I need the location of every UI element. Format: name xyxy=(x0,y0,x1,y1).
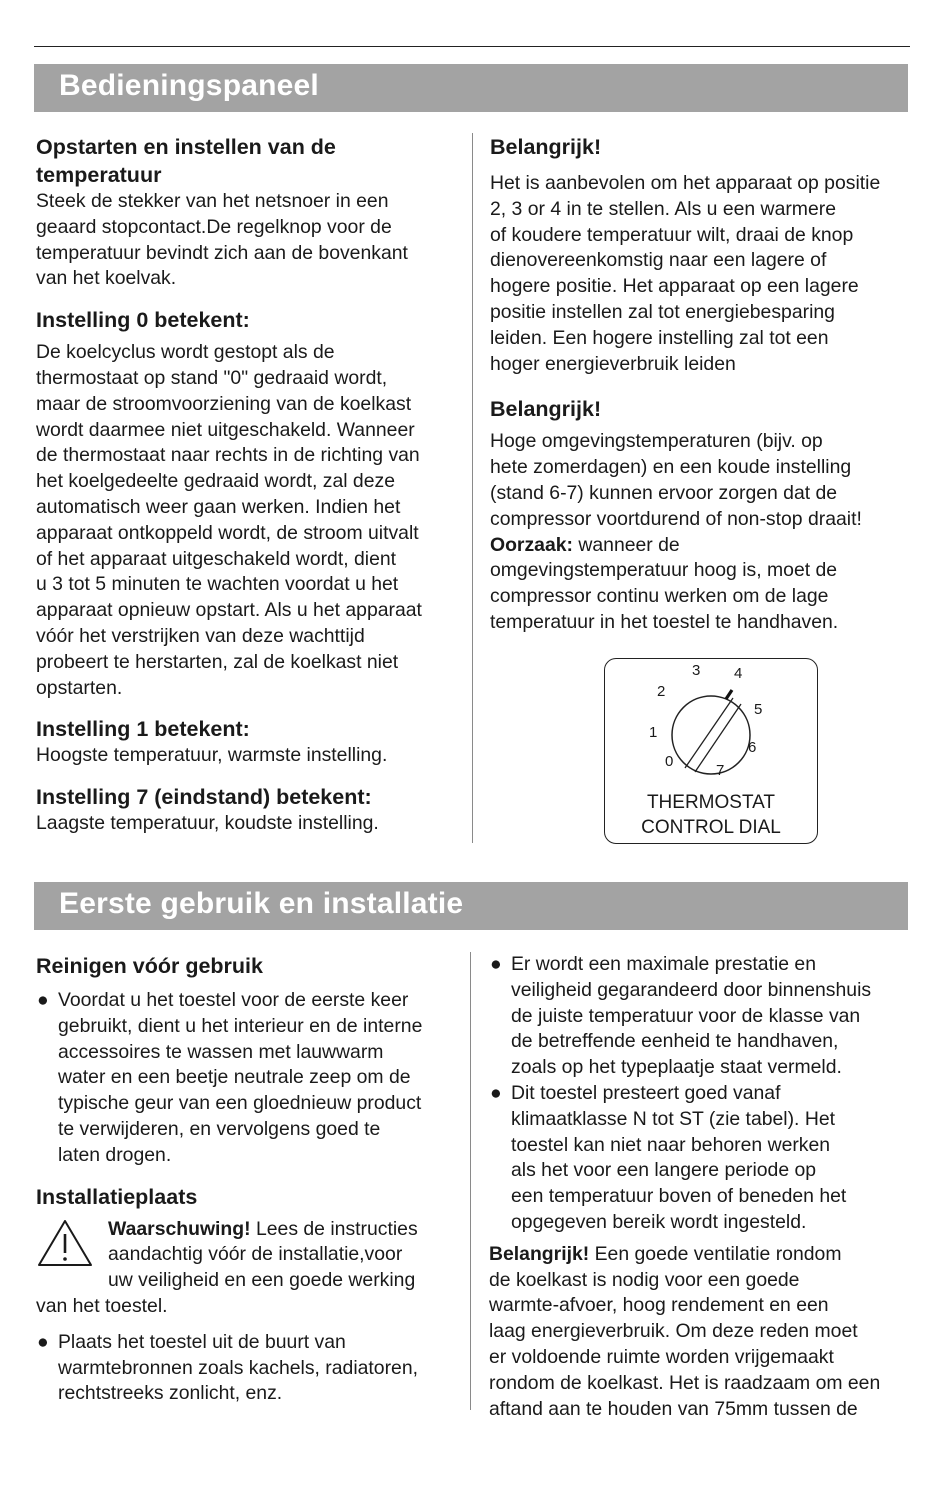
text-line: wordt daarmee niet uitgeschakeld. Wanneer xyxy=(36,418,415,441)
text-line: temperatuur bevindt zich aan de bovenkant xyxy=(36,241,408,264)
heading-line: temperatuur xyxy=(36,163,162,187)
warning-last-line: van het toestel. xyxy=(36,1294,168,1317)
text-line: water en een beetje neutrale zeep om de xyxy=(58,1066,411,1089)
bullet-icon: ● xyxy=(37,989,49,1011)
paragraph-setting-7: Laagste temperatuur, koudste instelling. xyxy=(36,812,379,835)
bullet-clean xyxy=(36,988,461,1169)
text-line: Hoge omgevingstemperaturen (bijv. op xyxy=(490,430,823,453)
paragraph-important-2 xyxy=(490,429,915,635)
text-line: hogere positie. Het apparaat op een lagere xyxy=(490,275,859,298)
text-line: het koelgedeelte gedraaid wordt, zal deze xyxy=(36,470,395,493)
text-line: Lees de instructies xyxy=(250,1217,418,1240)
text-line: of het apparaat uitgeschakeld wordt, dient xyxy=(36,547,397,570)
heading-setting-7: Instelling 7 (eindstand) betekent: xyxy=(36,785,372,810)
text-line: hoger energieverbruik leiden xyxy=(490,352,736,375)
paragraph-start xyxy=(36,189,461,292)
text-line: compressor voortdurend of non-stop draait! xyxy=(490,507,862,530)
top-rule xyxy=(34,46,910,47)
bullet-icon: ● xyxy=(490,1081,502,1104)
text-line: 2, 3 or 4 in te stellen. Als u een warmere xyxy=(490,197,836,220)
cause-label: Oorzaak: xyxy=(490,533,573,556)
paragraph-important-1 xyxy=(490,171,915,377)
text-line: veiligheid gegarandeerd door binnenshuis xyxy=(511,978,872,1001)
text-line: accessoires te wassen met lauwwarm xyxy=(58,1040,384,1063)
section-title: Bedieningspaneel xyxy=(59,69,319,102)
text-line: aandachtig vóór de installatie,voor xyxy=(108,1243,403,1266)
heading-line: Opstarten en instellen van de xyxy=(36,135,336,159)
warning-block xyxy=(36,1217,461,1320)
text-line: opgegeven bereik wordt ingesteld. xyxy=(511,1210,807,1233)
text-line: rondom de koelkast. Het is raadzaam om een xyxy=(489,1371,881,1394)
bullet-icon: ● xyxy=(37,1330,49,1353)
text-line: de betreffende eenheid te handhaven, xyxy=(511,1030,839,1053)
bullet-icon: ● xyxy=(490,953,502,975)
text-line: Dit toestel presteert goed vanaf xyxy=(511,1081,781,1104)
text-line: opstarten. xyxy=(36,676,123,699)
text-line: geaard stopcontact.De regelknop voor de xyxy=(36,215,392,238)
text-line: thermostaat op stand "0" gedraaid wordt, xyxy=(36,366,388,389)
section-header-first-use xyxy=(34,882,908,930)
right-column-first-use xyxy=(489,952,919,1422)
text-line: of koudere temperatuur wilt, draai de knop xyxy=(490,223,854,246)
text-line: de thermostaat naar rechts in de richting van xyxy=(36,444,420,467)
heading-clean: Reinigen vóór gebruik xyxy=(36,954,263,978)
text-line: (stand 6-7) kunnen ervoor zorgen dat de xyxy=(490,481,838,504)
text-line: wanneer de xyxy=(572,533,680,556)
text-line: de juiste temperatuur voor de klasse van xyxy=(511,1004,861,1027)
right-column-control xyxy=(490,133,915,636)
text-line: warmtebronnen zoals kachels, radiatoren, xyxy=(58,1356,418,1379)
dial-number: 6 xyxy=(748,739,757,756)
dial-number: 4 xyxy=(734,665,743,682)
section-title: Eerste gebruik en installatie xyxy=(59,887,464,920)
heading-location: Installatieplaats xyxy=(36,1184,198,1209)
heading-important-2: Belangrijk! xyxy=(490,397,602,422)
section-header-control-panel xyxy=(34,64,908,112)
text-line: aftand aan te houden van 75mm tussen de xyxy=(489,1397,858,1420)
dial-grip-line xyxy=(685,698,733,768)
dial-caption: CONTROL DIAL xyxy=(641,817,781,838)
text-line: er voldoende ruimte worden vrijgemaakt xyxy=(489,1345,834,1368)
text-line: probeert te herstarten, zal de koelkast niet xyxy=(36,650,399,673)
text-line: leiden. Een hogere instelling zal tot een xyxy=(490,326,829,349)
text-line: de koelkast is nodig voor een goede xyxy=(489,1268,800,1291)
text-line: dienovereenkomstig naar een lagere of xyxy=(490,249,827,272)
text-line: hete zomerdagen) en een koude instelling xyxy=(490,456,852,479)
text-line: rechtstreeks zonlicht, enz. xyxy=(58,1382,283,1405)
text-line: maar de stroomvoorziening van de koelkast xyxy=(36,392,412,415)
text-line: Plaats het toestel uit de buurt van xyxy=(58,1330,346,1353)
text-line: Er wordt een maximale prestatie en xyxy=(511,953,817,975)
text-line: Steek de stekker van het netsnoer in een xyxy=(36,190,389,212)
text-line: uw veiligheid en een goede werking xyxy=(108,1269,416,1292)
dial-number: 3 xyxy=(692,662,701,679)
text-line: zoals op het typeplaatje staat vermeld. xyxy=(511,1056,842,1079)
dial-pointer-mark xyxy=(726,690,732,699)
heading-start xyxy=(36,133,461,189)
text-line: Voordat u het toestel voor de eerste keer xyxy=(58,989,409,1011)
dial-number: 7 xyxy=(716,762,725,779)
paragraph-setting-1: Hoogste temperatuur, warmste instelling. xyxy=(36,744,388,767)
bullet-performance xyxy=(489,952,919,1081)
bullet-climate-class xyxy=(489,1081,919,1236)
text-line: vóór het verstrijken van deze wachttijd xyxy=(36,624,365,647)
text-line: apparaat ontkoppeld wordt, de stroom uitvalt xyxy=(36,521,419,544)
text-line: Een goede ventilatie rondom xyxy=(589,1242,842,1265)
text-line: Het is aanbevolen om het apparaat op positie xyxy=(490,172,881,194)
text-line: van het koelvak. xyxy=(36,267,177,290)
text-line: u 3 tot 5 minuten te wachten voordat u het xyxy=(36,573,399,596)
warning-label: Waarschuwing! xyxy=(108,1217,251,1240)
dial-number: 1 xyxy=(649,724,658,741)
text-line: warmte-afvoer, hoog rendement en een xyxy=(489,1294,829,1317)
text-line: klimaatklasse N tot ST (zie tabel). Het xyxy=(511,1107,836,1130)
warning-text xyxy=(36,1217,461,1294)
text-line: compressor continu werken om de lage xyxy=(490,585,829,608)
column-divider xyxy=(470,952,471,1410)
heading-important-1: Belangrijk! xyxy=(490,135,602,159)
left-column-control xyxy=(36,133,461,837)
heading-setting-0: Instelling 0 betekent: xyxy=(36,308,250,333)
heading-setting-1: Instelling 1 betekent: xyxy=(36,717,250,742)
text-line: te verwijderen, en vervolgens goed te xyxy=(58,1117,381,1140)
text-line: temperatuur in het toestel te handhaven. xyxy=(490,610,839,633)
text-line: als het voor een langere periode op xyxy=(511,1159,817,1182)
bullet-location xyxy=(36,1330,461,1407)
paragraph-ventilation xyxy=(489,1242,919,1423)
dial-caption: THERMOSTAT xyxy=(646,792,776,813)
dial-number: 2 xyxy=(657,683,666,700)
text-line: positie instellen zal tot energiebesparing xyxy=(490,300,835,323)
paragraph-setting-0 xyxy=(36,340,461,701)
left-column-first-use xyxy=(36,952,461,1407)
text-line: gebruikt, dient u het interieur en de interne xyxy=(58,1014,423,1037)
text-line: automatisch weer gaan werken. Indien het xyxy=(36,495,401,518)
dial-drawing xyxy=(605,659,817,843)
thermostat-dial-figure xyxy=(604,658,818,844)
text-line: De koelcyclus wordt gestopt als de xyxy=(36,341,335,364)
dial-number: 5 xyxy=(754,701,763,718)
important-label: Belangrijk! xyxy=(489,1242,590,1265)
text-line: laag energieverbruik. Om deze reden moet xyxy=(489,1320,858,1343)
text-line: een temperatuur boven of beneden het xyxy=(511,1185,847,1208)
text-line: typische geur van een gloednieuw product xyxy=(58,1092,422,1115)
text-line: omgevingstemperatuur hoog is, moet de xyxy=(490,559,838,582)
text-line: toestel kan niet naar behoren werken xyxy=(511,1133,831,1156)
text-line: apparaat opnieuw opstart. Als u het apparaat xyxy=(36,599,422,622)
dial-number: 0 xyxy=(665,753,674,770)
warning-icon xyxy=(36,1217,94,1269)
text-line: laten drogen. xyxy=(58,1143,172,1166)
column-divider xyxy=(472,133,473,843)
